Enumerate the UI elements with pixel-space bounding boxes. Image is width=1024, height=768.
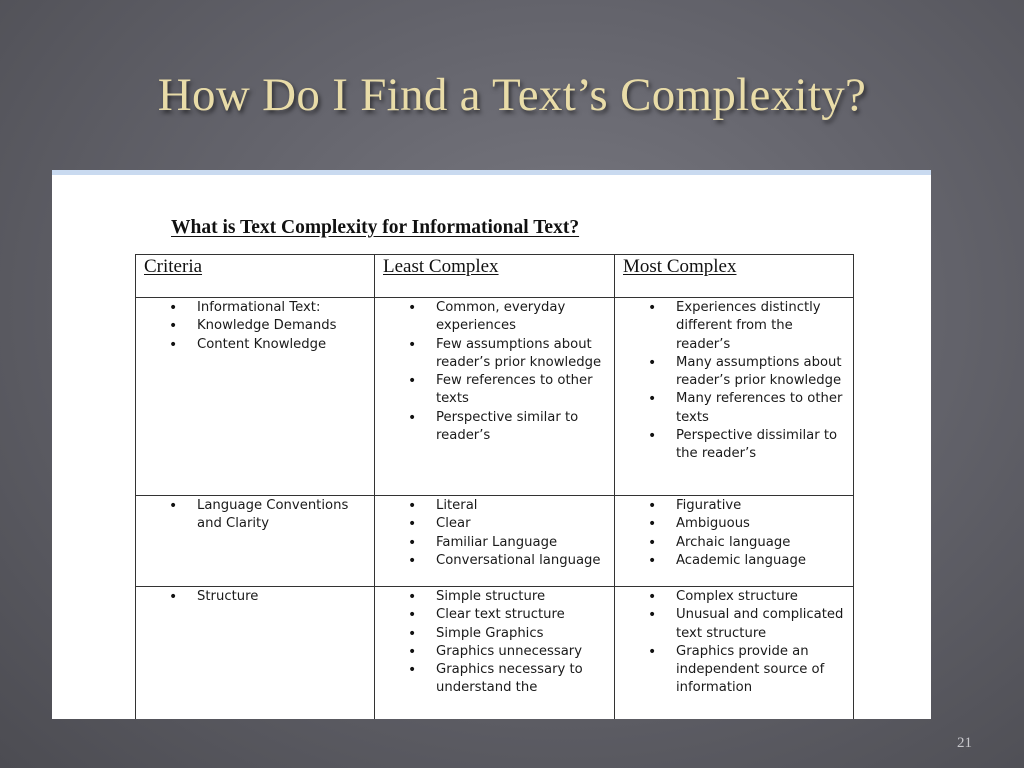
least-complex-cell — [375, 298, 615, 496]
image-top-border — [52, 170, 931, 175]
least-complex-cell — [375, 587, 615, 720]
list-item: • Figurative — [676, 497, 849, 515]
document-image — [52, 170, 931, 719]
most-complex-cell — [615, 298, 854, 496]
criteria-cell — [136, 496, 375, 587]
list-item: • Simple structure — [436, 588, 610, 606]
document-heading: What is Text Complexity for Informational Text? — [171, 217, 580, 238]
criteria-cell — [136, 587, 375, 720]
column-header-most-complex: Most Complex — [615, 255, 854, 298]
list-item: • Informational Text: — [197, 299, 370, 317]
list-item: • Common, everyday experiences — [436, 299, 610, 336]
list-item: • Graphics necessary to understand the — [436, 661, 610, 698]
list-item: • Academic language — [676, 552, 849, 570]
slide-page-number: 21 — [957, 735, 972, 751]
table-row-structure — [136, 587, 854, 720]
list-item: • Content Knowledge — [197, 336, 370, 354]
list-item: • Archaic language — [676, 534, 849, 552]
column-header-criteria: Criteria — [136, 255, 375, 298]
list-item: • Graphics unnecessary — [436, 643, 610, 661]
table-row-informational-text — [136, 298, 854, 496]
table-row-language — [136, 496, 854, 587]
list-item: • Unusual and complicated text structure — [676, 606, 849, 643]
list-item: • Knowledge Demands — [197, 317, 370, 335]
list-item: • Structure — [197, 588, 370, 606]
column-header-least-complex: Least Complex — [375, 255, 615, 298]
list-item: • Few references to other texts — [436, 372, 610, 409]
list-item: • Few assumptions about reader’s prior knowledge — [436, 336, 610, 373]
list-item: • Clear — [436, 515, 610, 533]
table-header-row — [136, 255, 854, 298]
least-complex-cell — [375, 496, 615, 587]
list-item: • Perspective similar to reader’s — [436, 409, 610, 446]
list-item: • Many assumptions about reader’s prior knowledge — [676, 354, 849, 391]
criteria-cell — [136, 298, 375, 496]
list-item: • Clear text structure — [436, 606, 610, 624]
list-item: • Perspective dissimilar to the reader’s — [676, 427, 849, 464]
slide-title: How Do I Find a Text’s Complexity? — [157, 69, 867, 121]
complexity-table — [135, 254, 854, 719]
list-item: • Graphics provide an independent source of information — [676, 643, 849, 698]
list-item: • Complex structure — [676, 588, 849, 606]
list-item: • Familiar Language — [436, 534, 610, 552]
most-complex-cell — [615, 496, 854, 587]
most-complex-cell — [615, 587, 854, 720]
list-item: • Ambiguous — [676, 515, 849, 533]
list-item: • Language Conventions and Clarity — [197, 497, 370, 534]
list-item: • Simple Graphics — [436, 625, 610, 643]
list-item: • Many references to other texts — [676, 390, 849, 427]
list-item: • Literal — [436, 497, 610, 515]
list-item: • Experiences distinctly different from the reader’s — [676, 299, 849, 354]
list-item: • Conversational language — [436, 552, 610, 570]
